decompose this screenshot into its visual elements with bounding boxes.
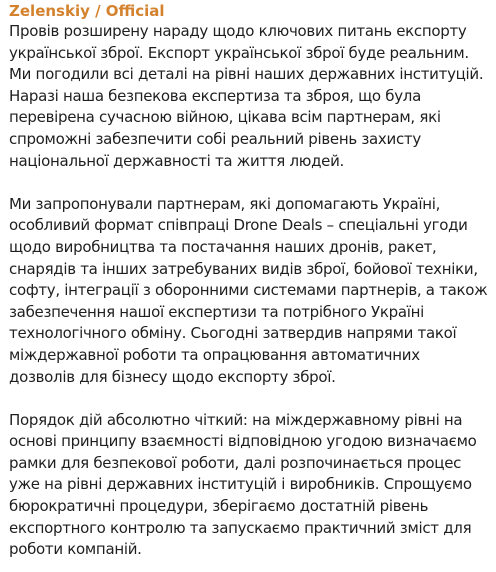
- text-line: української зброї. Експорт української зброї буде реальним.: [9, 43, 469, 62]
- text-line: снарядів та інших затребуваних видів зброї, бойової техніки,: [9, 259, 478, 278]
- message-paragraph-1: [9, 21, 487, 172]
- text-line: Порядок дій абсолютно чіткий: на міждержавному рівні на: [9, 410, 463, 429]
- text-line: перевірена сучасною війною, цікава всім партнерам, які: [9, 108, 441, 127]
- text-line: технологічного обміну. Сьогодні затвердив напрями такої: [9, 324, 457, 343]
- text-line: Наразі наша безпекова експертиза та зброя, що була: [9, 86, 421, 105]
- text-line: рамки для безпекової роботи, далі розпочинається процес: [9, 453, 462, 472]
- text-line: роботи компаній.: [9, 540, 142, 559]
- text-line: Провів розширену нараду щодо ключових питань експорту: [9, 22, 467, 40]
- message-text: [9, 21, 487, 561]
- text-line: національної державності та життя людей.: [9, 151, 345, 170]
- channel-name[interactable]: Zelenskiy / Official: [9, 2, 165, 20]
- message-paragraph-3: [9, 410, 487, 561]
- text-line: спроможні забезпечити собі реальний рівень захисту: [9, 129, 421, 148]
- text-line: особливий формат співпраці Drone Deals – спеціальні угоди: [9, 216, 468, 235]
- text-line: основі принципу взаємності відповідною угодою визначаємо: [9, 432, 477, 451]
- message-paragraph-2: [9, 194, 487, 388]
- text-line: щодо виробництва та постачання наших дронів, ракет,: [9, 237, 437, 256]
- text-line: Ми погодили всі деталі на рівні наших державних інституцій.: [9, 65, 484, 84]
- text-line: забезпечення нашої експертизи та потрібного Україні: [9, 302, 424, 321]
- text-line: Ми запропонували партнерам, які допомагають Україні,: [9, 194, 441, 213]
- text-line: бюрократичні процедури, зберігаємо достатній рівень: [9, 497, 429, 516]
- text-line: дозволів для бізнесу щодо експорту зброї.: [9, 367, 336, 386]
- text-line: експортного контролю та запускаємо практичний зміст для: [9, 518, 472, 537]
- text-line: софту, інтеграції з оборонними системами партнерів, а також: [9, 281, 488, 300]
- text-line: уже на рівні державних інституцій і виробників. Спрощуємо: [9, 475, 472, 494]
- text-line: міждержавної роботи та опрацювання автоматичних: [9, 345, 420, 364]
